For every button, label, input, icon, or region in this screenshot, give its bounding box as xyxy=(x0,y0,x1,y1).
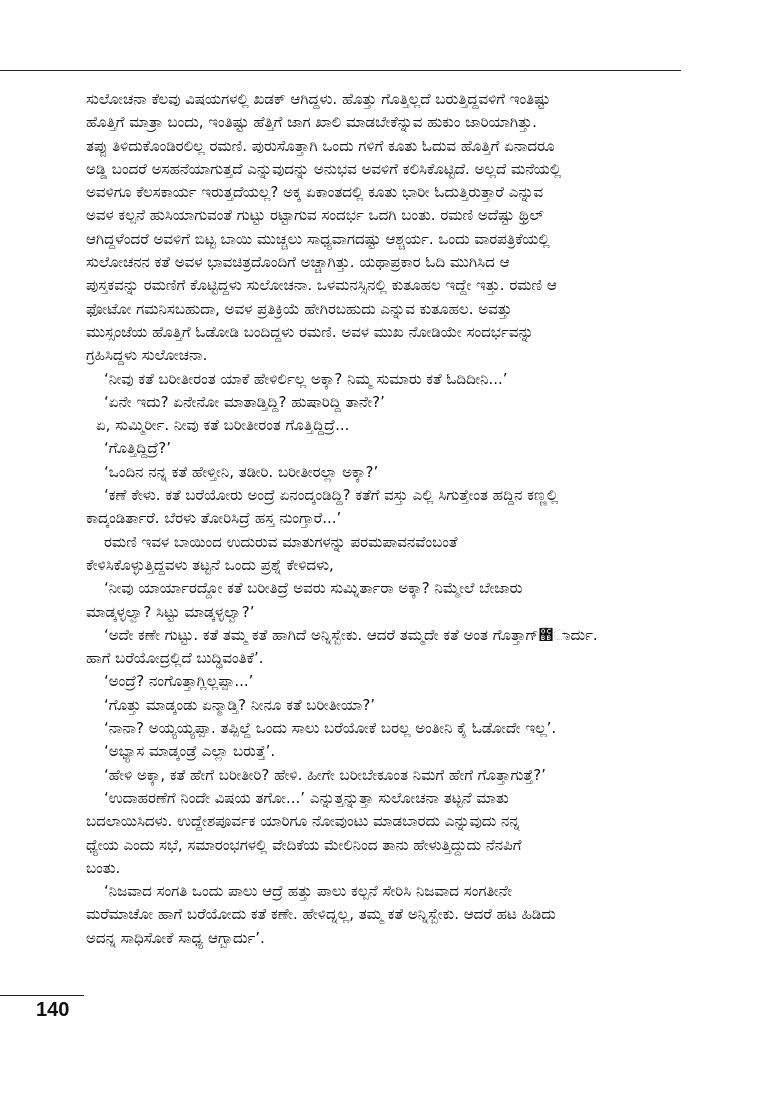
text-line: ತಪ್ಪು ತಿಳಿದುಕೊಂಡಿರಲಿಲ್ಲ ರಮಣಿ. ಪುರುಸೊತ್ತಾಗಿ ಒಂದು ಗಳಿಗೆ ಕೂತು ಓದುವ ಹೊತ್ತಿಗೆ ಏನಾದರೂ xyxy=(86,136,555,155)
dialogue-line: ‘ಅದೇ ಕಣೇ ಗುಟ್ಟು. ಕತೆ ತಮ್ಮ ಕತೆ ಹಾಗಿದೆ ಅನ್ನಿಸ್ಬೇಕು. ಆದರೆ ತಮ್ಮದೇ ಕತೆ ಅಂತ ಗೊತ್ತಾಗ್಻ಾರ್ದು. xyxy=(104,625,598,644)
text-line: ಕೇಳಿಸಿಕೊಳ್ಳುತ್ತಿದ್ದವಳು ತಟ್ಟನೆ ಒಂದು ಪ್ರಶ್ನೆ ಕೇಳಿದಳು, xyxy=(86,555,334,574)
page-number: 140 xyxy=(36,999,70,1021)
text-line: ಅಡ್ಡಿ ಬಂದರೆ ಅಸಹನೆಯಾಗುತ್ತದೆ ಎನ್ನುವುದನ್ನು ಅನುಭವ ಅವಳಿಗೆ ಕಲಿಸಿಕೊಟ್ಟಿದೆ. ಅಲ್ಲದೆ ಮನೆಯಲ್ಲಿ xyxy=(86,159,562,178)
dialogue-line: ‘ಉದಾಹರಣೆಗೆ ನಿಂದೇ ವಿಷಯ ತಗೋ...’ ಎನ್ನುತ್ತನ್ನುತ್ತಾ ಸುಲೋಚನಾ ತಟ್ಟನೆ ಮಾತು xyxy=(104,788,509,807)
text-line: ಗ್ರಹಿಸಿದ್ದಳು ಸುಲೋಚನಾ. xyxy=(86,346,208,365)
text-line: ಆಗಿದ್ದಳೆಂದರೆ ಅವಳಿಗೆ ಬಿಟ್ಟ ಬಾಯಿ ಮುಚ್ಚಲು ಸಾಧ್ಯವಾಗದಷ್ಟು ಆಶ್ಚರ್ಯ. ಒಂದು ವಾರಪತ್ರಿಕೆಯಲ್ಲಿ xyxy=(86,229,550,248)
dialogue-line: ‘ನಾನಾ? ಅಯ್ಯಯ್ಯಪ್ಪಾ. ತಪ್ಪಿಲ್ದೆ ಒಂದು ಸಾಲು ಬರೆಯೋಕೆ ಬರಲ್ಲ ಅಂತೀನಿ ಕೈ ಓಡೋದೇ ಇಲ್ಲ’. xyxy=(104,719,557,738)
text-line: ಕಾದ್ಕಂಡಿರ್ತಾರೆ. ಬೆರಳು ತೋರಿಸಿದ್ರೆ ಹಸ್ತ ನುಂಗ್ತಾರೆ...’ xyxy=(86,509,342,528)
dialogue-line: ‘ಹೇಳಿ ಅಕ್ಕಾ, ಕತೆ ಹೇಗೆ ಬರೀತೀರಿ? ಹೇಳಿ. ಹೀಗೇ ಬರೀಬೇಕೂಂತ ನಿಮಗೆ ಹೇಗೆ ಗೊತ್ತಾಗುತ್ತೆ?’ xyxy=(104,765,546,784)
text-line: ಸುಲೋಚನನ ಕತೆ ಅವಳ ಭಾವಚಿತ್ರದೊಂದಿಗೆ ಅಚ್ಚಾಗಿತ್ತು. ಯಥಾಪ್ರಕಾರ ಓದಿ ಮುಗಿಸಿದ ಆ xyxy=(86,253,510,272)
text-line: ಬಂತು. xyxy=(86,858,121,877)
dialogue-line: ‘ಏನೇ ಇದು? ಏನೇನೋ ಮಾತಾಡ್ತಿದ್ದಿ? ಹುಷಾರಿದ್ದಿ ತಾನೇ?’ xyxy=(104,392,385,411)
text-line: ಮಾಡ್ಕಳ್ಳಲ್ವಾ? ಸಿಟ್ಟು ಮಾಡ್ಕಳ್ಳಲ್ವಾ?’ xyxy=(86,602,255,621)
page-body-text xyxy=(86,88,683,950)
dialogue-line: ‘ಒಂದಿನ ನನ್ನ ಕತೆ ಹೇಳ್ತೀನಿ, ತಡೀರಿ. ಬರೀತೀರಲ್ಲಾ ಅಕ್ಕಾ?’ xyxy=(104,462,379,481)
dialogue-line: ಏ, ಸುಮ್ಮಿರ್ರೀ. ನೀವು ಕತೆ ಬರೀತೀರಂತ ಗೊತ್ತಿದ್ದಿದ್ರೆ... xyxy=(96,416,350,435)
dialogue-line: ‘ಗೊತ್ತು ಮಾಡ್ಕಂಡು ಏನ್ಮಾಡ್ತಿ? ನೀನೂ ಕತೆ ಬರೀತೀಯಾ?’ xyxy=(104,695,376,714)
dialogue-line: ‘ನೀವು ಯಾರ್ಯಾರದ್ದೋ ಕತೆ ಬರೀತಿದ್ರೆ ಅವರು ಸುಮ್ನಿರ್ತಾರಾ ಅಕ್ಕಾ? ನಿಮ್ಮೇಲೆ ಬೇಜಾರು xyxy=(104,579,523,598)
text-line: ಪುಸ್ತಕವನ್ನು ರಮಣಿಗೆ ಕೊಟ್ಟಿದ್ದಳು ಸುಲೋಚನಾ. ಒಳಮನಸ್ಸಿನಲ್ಲಿ ಕುತೂಹಲ ಇದ್ದೇ ಇತ್ತು. ರಮಣಿ ಆ xyxy=(86,276,557,295)
text-line: ಅದನ್ನ ಸಾಧಿಸೋಕೆ ಸಾಧ್ಯ ಆಗ್ಬಾರ್ದು’. xyxy=(86,928,265,947)
text-line: ಧ್ಯೇಯ ಎಂದು ಸಭೆ, ಸಮಾರಂಭಗಳಲ್ಲಿ ವೇದಿಕೆಯ ಮೇಲಿನಿಂದ ತಾನು ಹೇಳುತ್ತಿದ್ದುದು ನೆನಪಿಗೆ xyxy=(86,835,522,854)
header-rule xyxy=(0,70,681,71)
dialogue-line: ‘ಅಂದ್ರೆ? ನಂಗೊತ್ತಾಗ್ಲಿಲ್ಲಪ್ಪಾ...’ xyxy=(104,672,254,691)
text-line: ಸುಲೋಚನಾ ಕೆಲವು ವಿಷಯಗಳಲ್ಲಿ ಖಡಕ್ ಆಗಿದ್ದಳು. ಹೊತ್ತು ಗೊತ್ತಿಲ್ಲದೆ ಬರುತ್ತಿದ್ದವಳಿಗೆ ಇಂತಿಷ್ಟು xyxy=(86,90,551,108)
text-line: ಬದಲಾಯಿಸಿದಳು. ಉದ್ದೇಶಪೂರ್ವಕ ಯಾರಿಗೂ ನೋವುಂಟು ಮಾಡಬಾರದು ಎನ್ನುವುದು ನನ್ನ xyxy=(86,812,520,831)
footer-rule xyxy=(0,995,84,996)
dialogue-line: ‘ಕಣೆ ಕೇಳು. ಕತೆ ಬರೆಯೋರು ಅಂದ್ರೆ ಏನಂದ್ಕಂಡಿದ್ದಿ? ಕತೆಗೆ ವಸ್ತು ಎಲ್ಲಿ ಸಿಗುತ್ತೇಂತ ಹದ್ದಿನ ಕಣ್ಣಲ್ಲಿ xyxy=(104,486,559,505)
text-line: ಅವಳಿಗೂ ಕೆಲಸಕಾರ್ಯ ಇರುತ್ತದೆಯಲ್ಲ? ಅಕ್ಕ ಏಕಾಂತದಲ್ಲಿ ಕೂತು ಭಾರೀ ಓದುತ್ತಿರುತ್ತಾರೆ ಎನ್ನುವ xyxy=(86,183,544,202)
text-line: ರಮಣಿ ಇವಳ ಬಾಯಿಂದ ಉದುರುವ ಮಾತುಗಳನ್ನು ಪರಮಪಾವನವೆಂಬಂತೆ xyxy=(104,532,458,551)
text-line: ಹೊತ್ತಿಗೆ ಮಾತ್ರಾ ಬಂದು, ಇಂತಿಷ್ಟು ಹೆತ್ತಿಗೆ ಜಾಗ ಖಾಲಿ ಮಾಡಬೇಕೆನ್ನುವ ಹುಕುಂ ಜಾರಿಯಾಗಿತ್ತು. xyxy=(86,113,537,132)
dialogue-line: ‘ಗೊತ್ತಿದ್ದಿದ್ರೆ?’ xyxy=(104,439,172,458)
text-line: ಮುಸ್ಸಂಜೆಯ ಹೊತ್ತಿಗೆ ಓಡೋಡಿ ಬಂದಿದ್ದಳು ರಮಣಿ. ಅವಳ ಮುಖ ನೋಡಿಯೇ ಸಂದರ್ಭವನ್ನು xyxy=(86,322,534,341)
dialogue-line: ‘ನೀವು ಕತೆ ಬರೀತೀರಂತ ಯಾಕೆ ಹೇಳಿರ್ಲಿಲ್ಲ ಅಕ್ಕಾ? ನಿಮ್ಮ ಸುಮಾರು ಕತೆ ಓದಿದೀನಿ...’ xyxy=(104,369,508,388)
text-line: ಅವಳ ಕಲ್ಪನೆ ಹುಸಿಯಾಗುವಂತೆ ಗುಟ್ಟು ರಟ್ಟಾಗುವ ಸಂದರ್ಭ ಒದಗಿ ಬಂತು. ರಮಣಿ ಅದೆಷ್ಟು ಥ್ರಿಲ್ xyxy=(86,206,544,225)
dialogue-line: ‘ನಿಜವಾದ ಸಂಗತಿ ಒಂದು ಪಾಲು ಆದ್ರೆ ಹತ್ತು ಪಾಲು ಕಲ್ಪನೆ ಸೇರಿಸಿ ನಿಜವಾದ ಸಂಗತೀನೇ xyxy=(104,882,513,901)
text-line: ಮರೆಮಾಚೋ ಹಾಗೆ ಬರೆಯೋದು ಕತೆ ಕಣೇ. ಹೇಳಿದ್ನಲ್ಲ, ತಮ್ಮ ಕತೆ ಅನ್ನಿಸ್ಬೇಕು. ಆದರೆ ಹಟ ಹಿಡಿದು xyxy=(86,905,556,924)
text-line: ಹಾಗೆ ಬರೆಯೋದ್ರಲ್ಲಿದೆ ಬುದ್ಧಿವಂತಿಕೆ’. xyxy=(86,649,264,668)
dialogue-line: ‘ಅಭ್ಯಾಸ ಮಾಡ್ಕಂಡ್ರೆ ಎಲ್ಲಾ ಬರುತ್ತೆ’. xyxy=(104,742,276,761)
text-line: ಫೋಟೋ ಗಮನಿಸಬಹುದಾ, ಅವಳ ಪ್ರತಿಕ್ರಿಯೆ ಹೇಗಿರಬಹುದು ಎನ್ನುವ ಕುತೂಹಲ. ಅವತ್ತು xyxy=(86,299,512,318)
